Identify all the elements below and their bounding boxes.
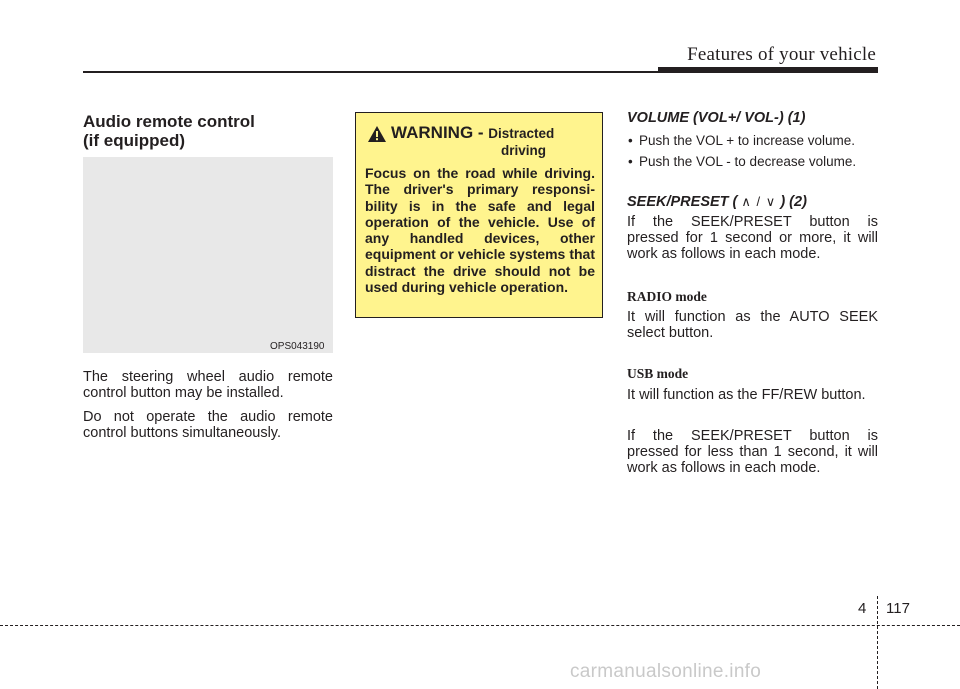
figure-placeholder [83,157,333,353]
warning-word: WARNING - [391,123,489,142]
usb-mode-text: It will function as the FF/REW button. [627,387,866,403]
seek-arrow-symbols: ∧ / ∨ [741,194,777,209]
running-header-title: Features of your vehicle [687,44,876,65]
footer-dashed-rule [0,625,960,626]
seek-short-press-paragraph: If the SEEK/PRESET button is pressed for less than 1 second, it will work as follows in each mode. [627,428,878,476]
list-item: • Push the VOL - to decrease volume. [627,154,878,170]
warning-box [355,112,603,318]
warning-triangle-icon [367,125,387,143]
radio-mode-text: It will function as the AUTO SEEK select button. [627,309,878,341]
section-title-line1: Audio remote control [83,112,255,131]
warning-heading [391,123,601,159]
seek-heading [627,194,878,210]
intro-paragraph: The steering wheel audio remote control button may be installed. [83,369,333,401]
section-title-line2: (if equipped) [83,131,185,150]
page-number: 117 [886,600,910,617]
warning-subtitle-line1: Distracted [488,126,555,141]
figure-code: OPS043190 [270,341,325,352]
usb-mode-label: USB mode [627,366,689,381]
list-item: • Push the VOL + to increase volume. [627,133,878,149]
volume-bullet-list [627,133,878,175]
caution-paragraph: Do not operate the audio remote control buttons simultaneously. [83,409,333,441]
radio-mode-label: RADIO mode [627,289,707,304]
seek-long-press-paragraph: If the SEEK/PRESET button is pressed for 1 second or more, it will work as follows in each mode. [627,214,878,262]
header-rule-accent [658,67,878,73]
warning-body: Focus on the road while driving. The driver's primary responsi-bility is in the safe and legal operation of the vehicle. Use of any handled devices, other equipment or vehicle systems that distract the drive should not be used during vehicle operation. [365,165,595,296]
chapter-number: 4 [858,600,867,617]
warning-subtitle-line2: driving [501,143,547,158]
footer-vertical-rule [877,596,878,689]
watermark-link[interactable]: carmanualsonline.info [570,661,762,682]
seek-heading-prefix: SEEK/PRESET ( [627,194,738,210]
seek-heading-suffix: ) (2) [780,194,807,210]
section-title [83,112,333,150]
volume-heading: VOLUME (VOL+/ VOL-) (1) [627,110,806,126]
